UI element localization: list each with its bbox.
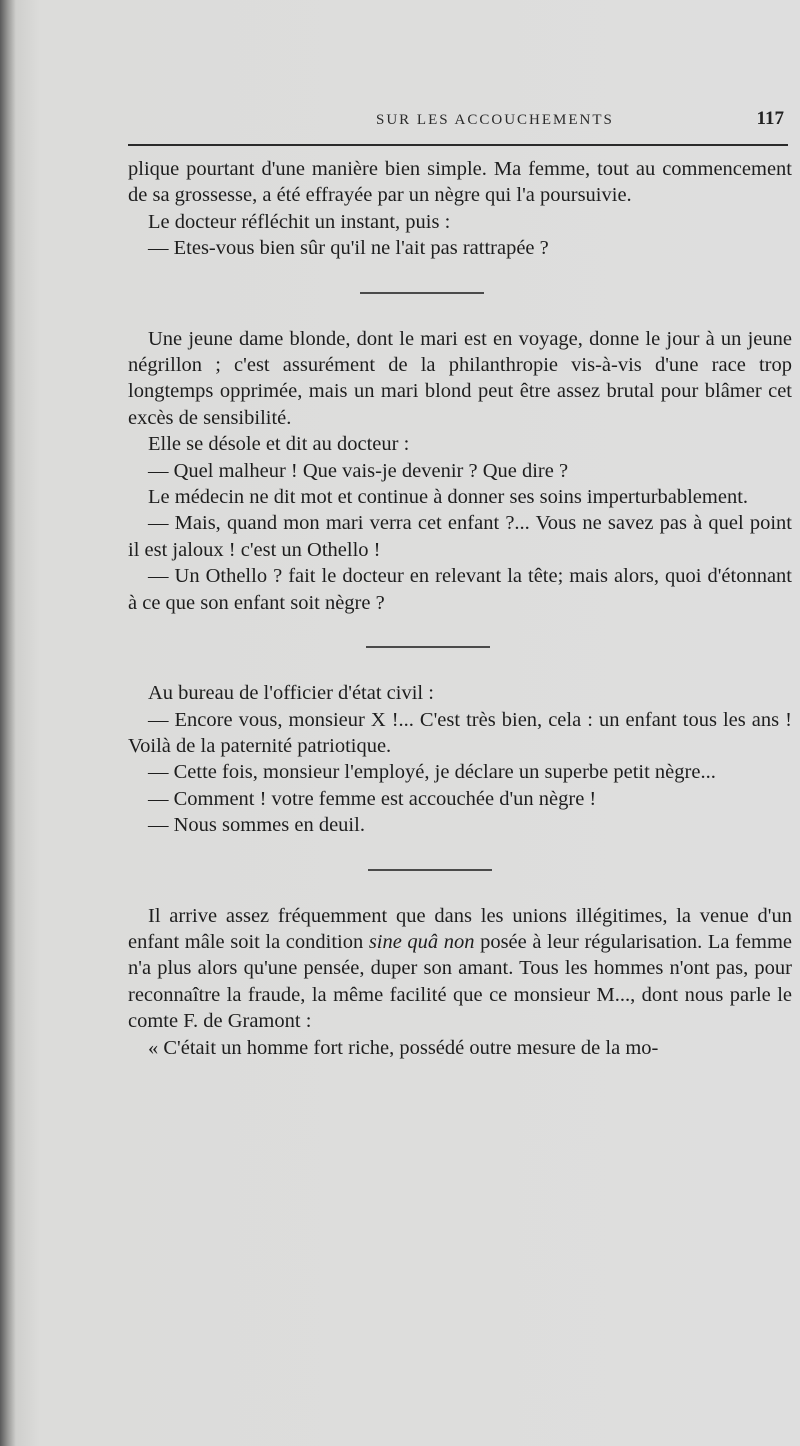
section-separator	[368, 869, 492, 871]
text-run: posée à leur régularisation. La femme n'a plus alors qu'une pensée, duper son amant. Tous les hommes n'ont pas, pour reconnaître la fraude, la même facilité que ce monsieur M..., dont nous parle le comte F. de Gramont :	[128, 930, 792, 1033]
text-run: Il arrive assez fréquemment que dans les unions illégitimes, la venue d'un enfant mâle soit la condition	[128, 904, 792, 953]
section-2	[128, 326, 792, 616]
section-separator	[366, 646, 490, 648]
paragraph: — Un Othello ? fait le docteur en relevant la tête; mais alors, quoi d'étonnant à ce que son enfant soit nègre ?	[128, 565, 792, 614]
paragraph: — Nous sommes en deuil.	[148, 814, 365, 837]
section-3	[128, 680, 792, 838]
page-header	[128, 108, 796, 136]
paragraph: — Encore vous, monsieur X !... C'est très bien, cela : un enfant tous les ans ! Voilà de la paternité patriotique.	[128, 708, 792, 757]
paragraph: — Mais, quand mon mari verra cet enfant ?... Vous ne savez pas à quel point il est jaloux ! c'est un Othello !	[128, 512, 792, 561]
latin-phrase: sine quâ non	[368, 930, 475, 953]
paragraph: plique pourtant d'une manière bien simple. Ma femme, tout au commencement de sa grossesse, a été effrayée par un nègre qui l'a poursuivie.	[128, 158, 792, 207]
paragraph	[128, 903, 792, 1035]
paragraph: — Cette fois, monsieur l'employé, je déclare un superbe petit nègre...	[148, 761, 716, 784]
paragraph: — Etes-vous bien sûr qu'il ne l'ait pas rattrapée ?	[148, 237, 549, 260]
section-4	[128, 903, 792, 1061]
running-head: SUR LES ACCOUCHEMENTS	[376, 112, 614, 128]
paragraph: — Quel malheur ! Que vais-je devenir ? Que dire ?	[148, 459, 569, 482]
paragraph: Le docteur réfléchit un instant, puis :	[148, 210, 451, 233]
paragraph: « C'était un homme fort riche, possédé outre mesure de la mo-	[148, 1036, 659, 1059]
paragraph: Au bureau de l'officier d'état civil :	[148, 682, 434, 705]
page-body	[128, 156, 792, 1061]
paragraph: Une jeune dame blonde, dont le mari est en voyage, donne le jour à un jeune négrillon ; c'est assurément de la philanthropie vis-à-vis d'une race trop longtemps opprimée, mais un mari blond peut être assez brutal pour blâmer cet excès de sensibilité.	[128, 327, 792, 429]
section-1	[128, 156, 792, 262]
paragraph: Elle se désole et dit au docteur :	[148, 433, 410, 456]
paragraph: Le médecin ne dit mot et continue à donner ses soins imperturbablement.	[148, 486, 749, 509]
page-number: 117	[756, 108, 784, 129]
section-separator	[360, 292, 484, 294]
paragraph: — Comment ! votre femme est accouchée d'un nègre !	[148, 787, 597, 810]
header-rule	[128, 144, 788, 146]
